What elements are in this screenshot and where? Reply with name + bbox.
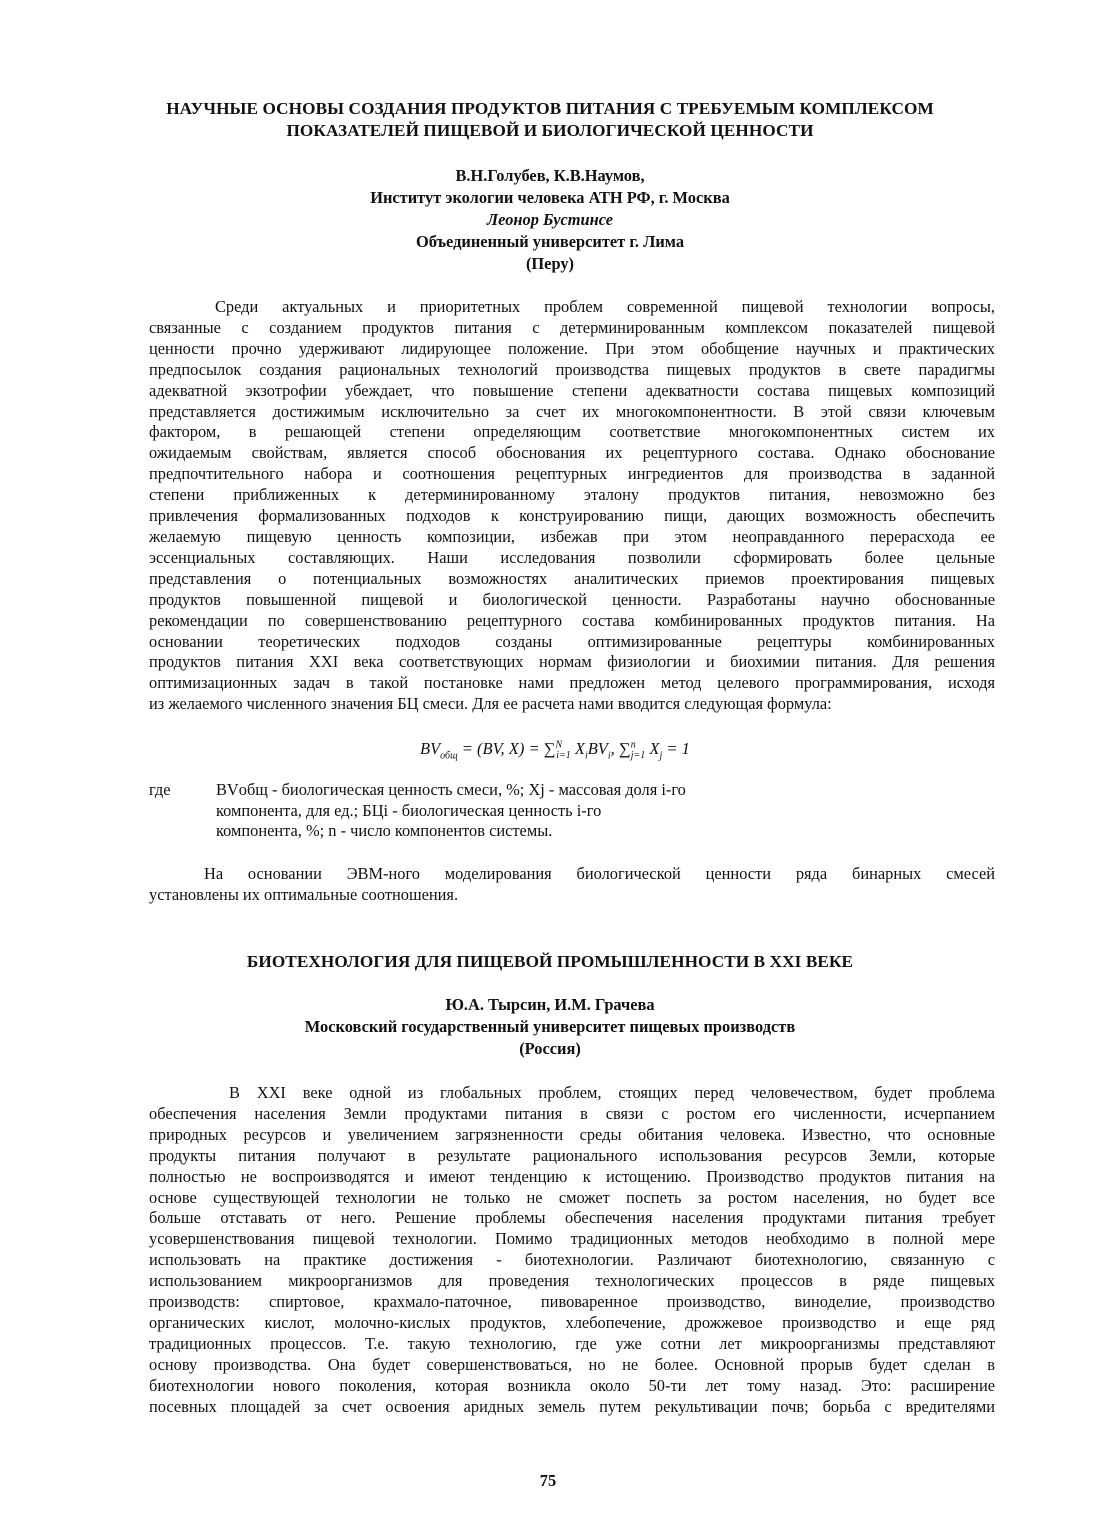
article2-title: [130, 951, 970, 973]
text-line: усовершенствования пищевой технологии. Помимо традиционных методов необходимо в полной мере: [149, 1229, 995, 1249]
text-line: из желаемого численного значения БЦ смеси. Для ее расчета нами вводится следующая формула:: [149, 694, 832, 714]
article1-author-line: Леонор Бустинсе: [486, 210, 614, 229]
text-line: использовать на практике достижения - биотехнологии. Различают биотехнологию, связанную с: [149, 1250, 995, 1270]
text-line: биотехнологии нового поколения, которая возникла около 50-ти лет тому назад. Это: расширение: [149, 1375, 995, 1395]
text-line: оптимизационных задач в такой постановке нами предложен метод целевого программирования, исходя: [149, 673, 995, 693]
text-line: степени приближенных к детерминированному эталону продуктов питания, невозможно без: [149, 485, 995, 505]
article2-author-line: (Россия): [519, 1039, 581, 1058]
text-line: больше отставать от него. Решение проблемы обеспечения населения продуктами питания требует: [149, 1208, 995, 1228]
formula-part: = (BV, X) = ∑: [457, 739, 556, 758]
text-line: желаемую пищевую ценность композиции, избежав при этом неоправданного перерасхода ее: [149, 526, 995, 546]
where-definitions: [216, 780, 776, 842]
text-line: традиционных процессов. Т.е. такую технологию, где уже сотни лет микроорганизмы представляют: [149, 1333, 995, 1353]
text-line: природных ресурсов и увеличением загрязненности среды обитания человека. Известно, что основные: [149, 1124, 995, 1144]
formula-part: N: [555, 739, 563, 751]
text-line: основании теоретических подходов созданы оптимизированные рецептуры комбинированных: [149, 631, 995, 651]
formula-part: X: [570, 739, 585, 758]
text-line: рекомендации по совершенствованию рецептурного состава комбинированных продуктов питания. На: [149, 610, 995, 630]
article2-paragraph-1: [149, 1083, 995, 1418]
formula-part: i: [584, 750, 588, 762]
formula-part: = 1: [662, 739, 690, 758]
text-line: представляется достижимым исключительно за счет их многокомпонентности. В этой связи ключевым: [149, 401, 995, 421]
text-line: связанные с созданием продуктов питания с детерминированным комплексом показателей пищевой: [149, 317, 995, 337]
article1-paragraph-1: [149, 297, 995, 715]
article2-authors: [230, 994, 870, 1060]
formula-part: i=1: [556, 750, 571, 762]
formula-part: BV: [420, 739, 441, 758]
formula-part: X: [645, 739, 660, 758]
formula-part: n: [630, 739, 636, 751]
article1-title-line: ПОКАЗАТЕЛЕЙ ПИЩЕВОЙ И БИОЛОГИЧЕСКОЙ ЦЕННОСТИ: [286, 121, 814, 140]
text-line: предпочтительного набора и соотношения рецептурных ингредиентов для производства в заданной: [149, 464, 995, 484]
article1-author-line: Объединенный университет г. Лима: [415, 232, 685, 251]
text-line: ценности прочно удерживают лидирующее положение. При этом обобщение научных и практических: [149, 338, 995, 358]
text-line: продуктов питания XXI века соответствующих нормам физиологии и биохимии питания. Для решения: [149, 652, 995, 672]
text-line: эссенциальных составляющих. Наши исследования позволили сформировать более цельные: [149, 547, 995, 567]
bv-formula: [420, 739, 690, 761]
text-line: адекватной экзотрофии убеждает, что повышение степени адекватности состава пищевых композиций: [149, 380, 995, 400]
text-line: обеспечения населения Земли продуктами питания в связи с ростом его численности, исчерпанием: [149, 1103, 995, 1123]
article1-title-line: НАУЧНЫЕ ОСНОВЫ СОЗДАНИЯ ПРОДУКТОВ ПИТАНИЯ С ТРЕБУЕМЫМ КОМПЛЕКСОМ: [166, 99, 934, 118]
definition-line: компонента, %; n - число компонентов системы.: [216, 821, 553, 840]
text-line: использованием микроорганизмов для проведения технологических процессов в ряде пищевых: [149, 1271, 995, 1291]
formula-part: , ∑: [610, 739, 631, 758]
text-line: Среди актуальных и приоритетных проблем современной пищевой технологии вопросы,: [215, 297, 995, 316]
text-line: основу производства. Она будет совершенствоваться, но не более. Основной прорыв будет сделан в: [149, 1354, 995, 1374]
definition-line: компонента, для ед.; БЦi - биологическая ценность i-го: [216, 800, 602, 820]
formula-part: общ: [440, 750, 458, 762]
text-line: фактором, в решающей степени определяющим соответствие многокомпонентных систем их: [149, 422, 995, 442]
article1-author-line: Институт экологии человека АТН РФ, г. Москва: [370, 188, 730, 207]
article2-author-line: Московский государственный университет пищевых производств: [304, 1017, 796, 1036]
text-line: продукты питания получают в результате рационального использования ресурсов Земли, которые: [149, 1145, 995, 1165]
formula-part: BV: [587, 739, 608, 758]
text-line: представления о потенциальных возможностях аналитических приемов проектирования пищевых: [149, 568, 995, 588]
article1-author-line: (Перу): [525, 254, 575, 273]
formula-part: j: [659, 750, 663, 762]
text-line: установлены их оптимальные соотношения.: [149, 884, 459, 904]
text-line: основе существующей технологии не только не сможет поспеть за ростом населения, но будет все: [149, 1187, 995, 1207]
where-label: где: [149, 780, 171, 799]
text-line: В XXI веке одной из глобальных проблем, стоящих перед человечеством, будет проблема: [229, 1083, 995, 1102]
article2-author-line: Ю.А. Тырсин, И.М. Грачева: [445, 995, 655, 1014]
text-line: предпосылок создания рациональных технологий производства пищевых продуктов в свете парадигмы: [149, 359, 995, 379]
text-line: продуктов повышенной пищевой и биологической ценности. Разработаны научно обоснованные: [149, 589, 995, 609]
formula-part: i: [607, 750, 611, 762]
text-line: органических кислот, молочно-кислых продуктов, хлебопечение, дрожжевое производство и еще ряд: [149, 1312, 995, 1332]
article1-authors: [230, 165, 870, 275]
text-line: привлечения формализованных подходов к конструированию пищи, дающих возможность обеспечить: [149, 506, 995, 526]
article1-author-line: В.Н.Голубев, К.В.Наумов,: [455, 166, 645, 185]
article2-title-line: БИОТЕХНОЛОГИЯ ДЛЯ ПИЩЕВОЙ ПРОМЫШЛЕННОСТИ В XXI ВЕКЕ: [246, 952, 854, 971]
text-line: посевных площадей за счет освоения аридных земель путем рекультивации почв; борьба с вредителями: [149, 1396, 995, 1416]
article1-title: [130, 98, 970, 142]
page-number: 75: [539, 1471, 557, 1490]
text-line: производств: спиртовое, крахмало-паточное, пивоваренное производство, виноделие, производство: [149, 1292, 995, 1312]
text-line: полностью не воспроизводятся и имеют тенденцию к истощению. Производство продуктов питания на: [149, 1166, 995, 1186]
article1-paragraph-2: [149, 864, 995, 906]
text-line: На основании ЭВМ-ного моделирования биологической ценности ряда бинарных смесей: [204, 864, 995, 883]
definition-line: BVобщ - биологическая ценность смеси, %; Xj - массовая доля i-го: [216, 780, 686, 799]
text-line: ожидаемым свойствам, является способ обоснования их рецептурного состава. Однако обоснование: [149, 443, 995, 463]
formula-part: j=1: [630, 750, 646, 762]
